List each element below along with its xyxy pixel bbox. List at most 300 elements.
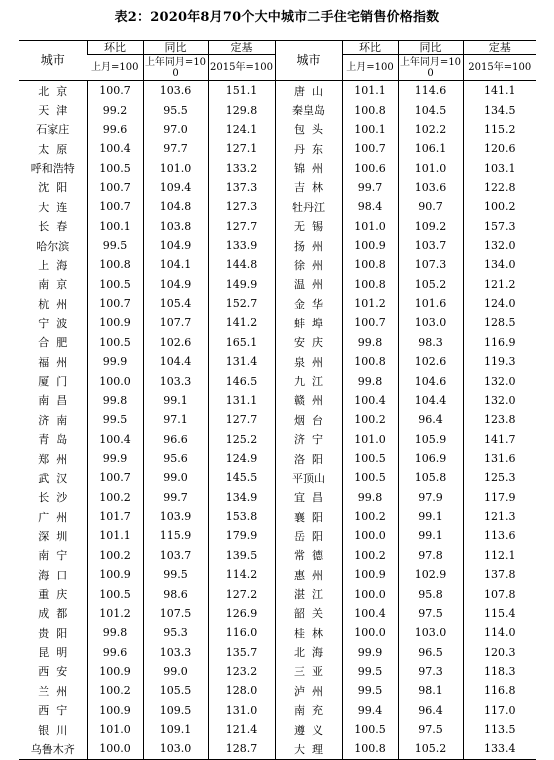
- city-name-left: 乌鲁木齐: [30, 742, 75, 756]
- base-value-right: 132.0: [463, 236, 536, 255]
- mom-value-right: 100.8: [342, 275, 398, 294]
- base-value-left: 139.5: [208, 546, 275, 565]
- base-value-right: 117.0: [463, 701, 536, 720]
- mom-value-right: 101.1: [342, 81, 398, 101]
- city-name-left: 厦 门: [38, 375, 68, 389]
- yoy-value-left: 99.1: [143, 391, 208, 410]
- mom-value-left: 101.0: [87, 720, 143, 739]
- table-row: [19, 255, 536, 274]
- mom-value-left: 99.6: [87, 120, 143, 139]
- city-name-right: 唐 山: [275, 81, 342, 101]
- city-name-left: 上 海: [38, 258, 68, 272]
- table-row: [19, 662, 536, 681]
- subheader-mom-left: 上月=100: [87, 55, 143, 81]
- mom-value-left: 100.7: [87, 178, 143, 197]
- base-value-right: 115.4: [463, 604, 536, 623]
- mom-value-left: 100.0: [87, 739, 143, 759]
- yoy-value-right: 90.7: [398, 197, 463, 216]
- table-row: [19, 178, 536, 197]
- mom-value-right: 99.9: [342, 642, 398, 661]
- table-row: [19, 391, 536, 410]
- base-value-left: 127.3: [208, 197, 275, 216]
- yoy-value-right: 97.8: [398, 546, 463, 565]
- city-name-left: 合 肥: [38, 336, 68, 350]
- mom-value-right: 100.4: [342, 604, 398, 623]
- city-name-left: 福 州: [38, 355, 68, 369]
- yoy-value-right: 103.7: [398, 236, 463, 255]
- city-name-right: 泉 州: [275, 352, 342, 371]
- city-name-right: 湛 江: [275, 584, 342, 603]
- city-name-left: 西 宁: [38, 704, 68, 718]
- yoy-value-left: 103.0: [143, 739, 208, 759]
- table-row: [19, 720, 536, 739]
- base-value-right: 116.9: [463, 333, 536, 352]
- city-name-left: 西 安: [38, 665, 68, 679]
- mom-value-right: 100.2: [342, 546, 398, 565]
- table-row: [19, 565, 536, 584]
- table-row: [19, 449, 536, 468]
- mom-value-right: 100.7: [342, 139, 398, 158]
- mom-value-left: 101.2: [87, 604, 143, 623]
- base-value-left: 121.4: [208, 720, 275, 739]
- yoy-value-right: 96.4: [398, 410, 463, 429]
- table-row: [19, 294, 536, 313]
- mom-value-left: 99.5: [87, 410, 143, 429]
- mom-value-left: 100.9: [87, 662, 143, 681]
- yoy-value-right: 106.1: [398, 139, 463, 158]
- mom-value-left: 100.9: [87, 701, 143, 720]
- yoy-value-left: 105.5: [143, 681, 208, 700]
- yoy-value-right: 103.0: [398, 313, 463, 332]
- base-value-right: 137.8: [463, 565, 536, 584]
- mom-value-right: 99.5: [342, 681, 398, 700]
- yoy-value-left: 103.3: [143, 642, 208, 661]
- city-name-right: 秦皇岛: [275, 100, 342, 119]
- city-name-right: 桂 林: [275, 623, 342, 642]
- city-name-right: 韶 关: [275, 604, 342, 623]
- base-value-right: 120.3: [463, 642, 536, 661]
- mom-value-right: 100.0: [342, 526, 398, 545]
- base-value-left: 127.2: [208, 584, 275, 603]
- yoy-value-left: 103.6: [143, 81, 208, 101]
- yoy-value-right: 102.2: [398, 120, 463, 139]
- base-value-right: 124.0: [463, 294, 536, 313]
- base-value-right: 118.3: [463, 662, 536, 681]
- yoy-value-left: 99.7: [143, 488, 208, 507]
- city-name-left: 宁 波: [38, 316, 68, 330]
- yoy-value-left: 104.8: [143, 197, 208, 216]
- city-name-right: 徐 州: [275, 255, 342, 274]
- mom-value-left: 100.7: [87, 468, 143, 487]
- city-name-left: 天 津: [38, 104, 68, 118]
- yoy-value-left: 105.4: [143, 294, 208, 313]
- yoy-value-left: 103.8: [143, 217, 208, 236]
- base-value-left: 123.2: [208, 662, 275, 681]
- table-row: [19, 584, 536, 603]
- base-value-right: 100.2: [463, 197, 536, 216]
- yoy-value-left: 102.6: [143, 333, 208, 352]
- base-value-left: 134.9: [208, 488, 275, 507]
- yoy-value-left: 97.7: [143, 139, 208, 158]
- mom-value-left: 100.5: [87, 275, 143, 294]
- table-row: [19, 100, 536, 119]
- yoy-value-left: 99.0: [143, 662, 208, 681]
- header-mom-right: 环比: [342, 41, 398, 55]
- base-value-left: 141.2: [208, 313, 275, 332]
- city-name-left: 青 岛: [38, 433, 68, 447]
- subheader-base-right: 2015年=100: [463, 55, 536, 81]
- base-value-right: 119.3: [463, 352, 536, 371]
- base-value-left: 133.9: [208, 236, 275, 255]
- table-row: [19, 546, 536, 565]
- subheader-yoy-right: 上年同月=100: [399, 56, 462, 79]
- city-name-right: 金 华: [275, 294, 342, 313]
- table-row: [19, 158, 536, 177]
- yoy-value-right: 107.3: [398, 255, 463, 274]
- table-body: [19, 81, 536, 760]
- base-value-left: 124.9: [208, 449, 275, 468]
- mom-value-left: 100.9: [87, 565, 143, 584]
- base-value-right: 125.3: [463, 468, 536, 487]
- city-name-left: 杭 州: [38, 297, 68, 311]
- yoy-value-left: 104.9: [143, 275, 208, 294]
- mom-value-left: 100.4: [87, 139, 143, 158]
- yoy-value-right: 105.2: [398, 739, 463, 759]
- yoy-value-right: 99.1: [398, 507, 463, 526]
- base-value-right: 131.6: [463, 449, 536, 468]
- mom-value-right: 100.2: [342, 507, 398, 526]
- mom-value-left: 100.7: [87, 294, 143, 313]
- city-name-left: 石家庄: [36, 123, 70, 137]
- mom-value-left: 99.8: [87, 623, 143, 642]
- base-value-left: 152.7: [208, 294, 275, 313]
- base-value-right: 107.8: [463, 584, 536, 603]
- city-name-left: 郑 州: [38, 452, 68, 466]
- header-base-right: 定基: [463, 41, 536, 55]
- header-mom-left: 环比: [87, 41, 143, 55]
- city-name-left: 呼和浩特: [30, 162, 75, 176]
- base-value-left: 146.5: [208, 371, 275, 390]
- base-value-left: 116.0: [208, 623, 275, 642]
- yoy-value-right: 102.9: [398, 565, 463, 584]
- table-row: [19, 236, 536, 255]
- mom-value-right: 101.0: [342, 429, 398, 448]
- yoy-value-right: 105.8: [398, 468, 463, 487]
- yoy-value-left: 104.1: [143, 255, 208, 274]
- mom-value-left: 100.8: [87, 255, 143, 274]
- yoy-value-left: 95.5: [143, 100, 208, 119]
- yoy-value-right: 106.9: [398, 449, 463, 468]
- base-value-right: 103.1: [463, 158, 536, 177]
- yoy-value-left: 109.5: [143, 701, 208, 720]
- mom-value-right: 100.5: [342, 720, 398, 739]
- mom-value-right: 100.5: [342, 449, 398, 468]
- base-value-right: 113.5: [463, 720, 536, 739]
- mom-value-left: 100.7: [87, 81, 143, 101]
- city-name-left: 南 宁: [38, 549, 68, 563]
- base-value-left: 137.3: [208, 178, 275, 197]
- table-header: [19, 41, 536, 81]
- table-row: [19, 217, 536, 236]
- city-name-left: 银 川: [38, 723, 68, 737]
- city-name-right: 常 德: [275, 546, 342, 565]
- yoy-value-left: 99.5: [143, 565, 208, 584]
- mom-value-left: 100.5: [87, 158, 143, 177]
- city-name-left: 南 昌: [38, 394, 68, 408]
- mom-value-right: 100.0: [342, 584, 398, 603]
- city-name-left: 武 汉: [38, 471, 68, 485]
- table-row: [19, 333, 536, 352]
- yoy-value-right: 101.0: [398, 158, 463, 177]
- city-name-right: 九 江: [275, 371, 342, 390]
- base-value-left: 131.0: [208, 701, 275, 720]
- yoy-value-left: 107.7: [143, 313, 208, 332]
- city-name-right: 扬 州: [275, 236, 342, 255]
- header-base-left: 定基: [208, 41, 275, 55]
- base-value-left: 131.4: [208, 352, 275, 371]
- table-row: [19, 275, 536, 294]
- subheader-mom-right: 上月=100: [342, 55, 398, 81]
- city-name-left: 海 口: [38, 568, 68, 582]
- yoy-value-right: 103.0: [398, 623, 463, 642]
- mom-value-right: 98.4: [342, 197, 398, 216]
- yoy-value-left: 109.4: [143, 178, 208, 197]
- price-index-table: [19, 40, 536, 760]
- city-name-right: 南 充: [275, 701, 342, 720]
- yoy-value-right: 95.8: [398, 584, 463, 603]
- mom-value-left: 99.9: [87, 449, 143, 468]
- table-row: [19, 526, 536, 545]
- base-value-right: 141.7: [463, 429, 536, 448]
- table-row: [19, 507, 536, 526]
- city-name-left: 太 原: [38, 142, 68, 156]
- yoy-value-right: 105.9: [398, 429, 463, 448]
- city-name-right: 包 头: [275, 120, 342, 139]
- base-value-left: 135.7: [208, 642, 275, 661]
- city-name-left: 广 州: [38, 510, 68, 524]
- header-yoy-left: 同比: [143, 41, 208, 55]
- city-name-left: 济 南: [38, 413, 68, 427]
- yoy-value-right: 97.3: [398, 662, 463, 681]
- yoy-value-right: 103.6: [398, 178, 463, 197]
- mom-value-right: 100.8: [342, 739, 398, 759]
- table-row: [19, 701, 536, 720]
- yoy-value-right: 97.5: [398, 720, 463, 739]
- yoy-value-right: 114.6: [398, 81, 463, 101]
- mom-value-left: 100.0: [87, 371, 143, 390]
- mom-value-right: 99.5: [342, 662, 398, 681]
- base-value-right: 117.9: [463, 488, 536, 507]
- base-value-right: 134.5: [463, 100, 536, 119]
- base-value-left: 124.1: [208, 120, 275, 139]
- city-name-right: 安 庆: [275, 333, 342, 352]
- yoy-value-left: 115.9: [143, 526, 208, 545]
- yoy-value-left: 95.6: [143, 449, 208, 468]
- yoy-value-right: 101.6: [398, 294, 463, 313]
- city-name-left: 北 京: [38, 84, 68, 98]
- yoy-value-left: 98.6: [143, 584, 208, 603]
- city-name-left: 昆 明: [38, 646, 68, 660]
- base-value-right: 133.4: [463, 739, 536, 759]
- table-title: 表2：2020年8月70个大中城市二手住宅销售价格指数: [114, 10, 440, 25]
- base-value-left: 126.9: [208, 604, 275, 623]
- table-row: [19, 429, 536, 448]
- yoy-value-right: 99.1: [398, 526, 463, 545]
- mom-value-left: 100.7: [87, 197, 143, 216]
- base-value-right: 114.0: [463, 623, 536, 642]
- base-value-left: 114.2: [208, 565, 275, 584]
- yoy-value-right: 98.3: [398, 333, 463, 352]
- base-value-right: 120.6: [463, 139, 536, 158]
- yoy-value-right: 104.6: [398, 371, 463, 390]
- city-name-left: 南 京: [38, 278, 68, 292]
- base-value-right: 122.8: [463, 178, 536, 197]
- mom-value-left: 100.5: [87, 333, 143, 352]
- yoy-value-right: 97.5: [398, 604, 463, 623]
- mom-value-right: 100.1: [342, 120, 398, 139]
- mom-value-right: 100.6: [342, 158, 398, 177]
- yoy-value-left: 104.4: [143, 352, 208, 371]
- mom-value-left: 99.9: [87, 352, 143, 371]
- base-value-left: 125.2: [208, 429, 275, 448]
- table-row: [19, 352, 536, 371]
- mom-value-left: 100.5: [87, 584, 143, 603]
- table-row: [19, 642, 536, 661]
- city-name-left: 大 连: [38, 200, 68, 214]
- city-name-right: 蚌 埠: [275, 313, 342, 332]
- base-value-left: 151.1: [208, 81, 275, 101]
- mom-value-left: 100.4: [87, 429, 143, 448]
- city-name-left: 深 圳: [38, 529, 68, 543]
- table-row: [19, 681, 536, 700]
- mom-value-right: 100.4: [342, 391, 398, 410]
- base-value-left: 129.8: [208, 100, 275, 119]
- mom-value-left: 99.2: [87, 100, 143, 119]
- table-row: [19, 371, 536, 390]
- yoy-value-left: 99.0: [143, 468, 208, 487]
- header-city-left: 城市: [19, 41, 87, 81]
- table-row: [19, 468, 536, 487]
- city-name-right: 无 锡: [275, 217, 342, 236]
- table-row: [19, 488, 536, 507]
- city-name-right: 惠 州: [275, 565, 342, 584]
- yoy-value-right: 97.9: [398, 488, 463, 507]
- base-value-left: 165.1: [208, 333, 275, 352]
- city-name-right: 襄 阳: [275, 507, 342, 526]
- city-name-right: 平顶山: [275, 468, 342, 487]
- city-name-left: 长 沙: [38, 491, 68, 505]
- mom-value-left: 101.7: [87, 507, 143, 526]
- mom-value-left: 100.1: [87, 217, 143, 236]
- city-name-right: 遵 义: [275, 720, 342, 739]
- yoy-value-left: 96.6: [143, 429, 208, 448]
- mom-value-right: 99.4: [342, 701, 398, 720]
- city-name-right: 温 州: [275, 275, 342, 294]
- city-name-left: 沈 阳: [38, 181, 68, 195]
- city-name-right: 烟 台: [275, 410, 342, 429]
- table-row: [19, 120, 536, 139]
- base-value-left: 144.8: [208, 255, 275, 274]
- subheader-yoy-left: 上年同月=100: [144, 56, 207, 79]
- header-city-right: 城市: [275, 41, 342, 81]
- table-row: [19, 410, 536, 429]
- base-value-right: 112.1: [463, 546, 536, 565]
- base-value-left: 131.1: [208, 391, 275, 410]
- base-value-left: 127.7: [208, 217, 275, 236]
- yoy-value-right: 104.5: [398, 100, 463, 119]
- city-name-right: 三 亚: [275, 662, 342, 681]
- city-name-right: 吉 林: [275, 178, 342, 197]
- mom-value-left: 100.2: [87, 681, 143, 700]
- base-value-right: 132.0: [463, 371, 536, 390]
- city-name-right: 洛 阳: [275, 449, 342, 468]
- mom-value-right: 99.8: [342, 371, 398, 390]
- city-name-right: 宜 昌: [275, 488, 342, 507]
- base-value-left: 128.0: [208, 681, 275, 700]
- yoy-value-right: 102.6: [398, 352, 463, 371]
- mom-value-left: 101.1: [87, 526, 143, 545]
- base-value-left: 149.9: [208, 275, 275, 294]
- base-value-right: 134.0: [463, 255, 536, 274]
- base-value-left: 145.5: [208, 468, 275, 487]
- yoy-value-right: 104.4: [398, 391, 463, 410]
- base-value-left: 153.8: [208, 507, 275, 526]
- city-name-left: 哈尔滨: [36, 239, 70, 253]
- mom-value-right: 100.9: [342, 236, 398, 255]
- city-name-right: 牡丹江: [275, 197, 342, 216]
- yoy-value-right: 98.1: [398, 681, 463, 700]
- base-value-left: 128.7: [208, 739, 275, 759]
- city-name-right: 北 海: [275, 642, 342, 661]
- mom-value-right: 99.8: [342, 333, 398, 352]
- base-value-right: 132.0: [463, 391, 536, 410]
- mom-value-left: 100.2: [87, 546, 143, 565]
- mom-value-right: 100.7: [342, 313, 398, 332]
- base-value-right: 115.2: [463, 120, 536, 139]
- city-name-right: 赣 州: [275, 391, 342, 410]
- yoy-value-left: 103.9: [143, 507, 208, 526]
- yoy-value-left: 107.5: [143, 604, 208, 623]
- table-row: [19, 139, 536, 158]
- yoy-value-left: 97.0: [143, 120, 208, 139]
- city-name-right: 锦 州: [275, 158, 342, 177]
- city-name-right: 泸 州: [275, 681, 342, 700]
- city-name-right: 丹 东: [275, 139, 342, 158]
- base-value-left: 133.2: [208, 158, 275, 177]
- subheader-base-left: 2015年=100: [208, 55, 275, 81]
- mom-value-right: 100.8: [342, 352, 398, 371]
- city-name-left: 重 庆: [38, 588, 68, 602]
- base-value-right: 157.3: [463, 217, 536, 236]
- table-row: [19, 604, 536, 623]
- base-value-left: 179.9: [208, 526, 275, 545]
- mom-value-left: 100.9: [87, 313, 143, 332]
- mom-value-right: 99.7: [342, 178, 398, 197]
- mom-value-left: 99.5: [87, 236, 143, 255]
- yoy-value-left: 103.7: [143, 546, 208, 565]
- mom-value-right: 99.8: [342, 488, 398, 507]
- table-row: [19, 313, 536, 332]
- mom-value-right: 101.0: [342, 217, 398, 236]
- mom-value-right: 100.8: [342, 100, 398, 119]
- city-name-left: 兰 州: [38, 684, 68, 698]
- table-row: [19, 81, 536, 101]
- city-name-left: 成 都: [38, 607, 68, 621]
- yoy-value-left: 104.9: [143, 236, 208, 255]
- yoy-value-left: 103.3: [143, 371, 208, 390]
- mom-value-right: 100.0: [342, 623, 398, 642]
- table-row: [19, 623, 536, 642]
